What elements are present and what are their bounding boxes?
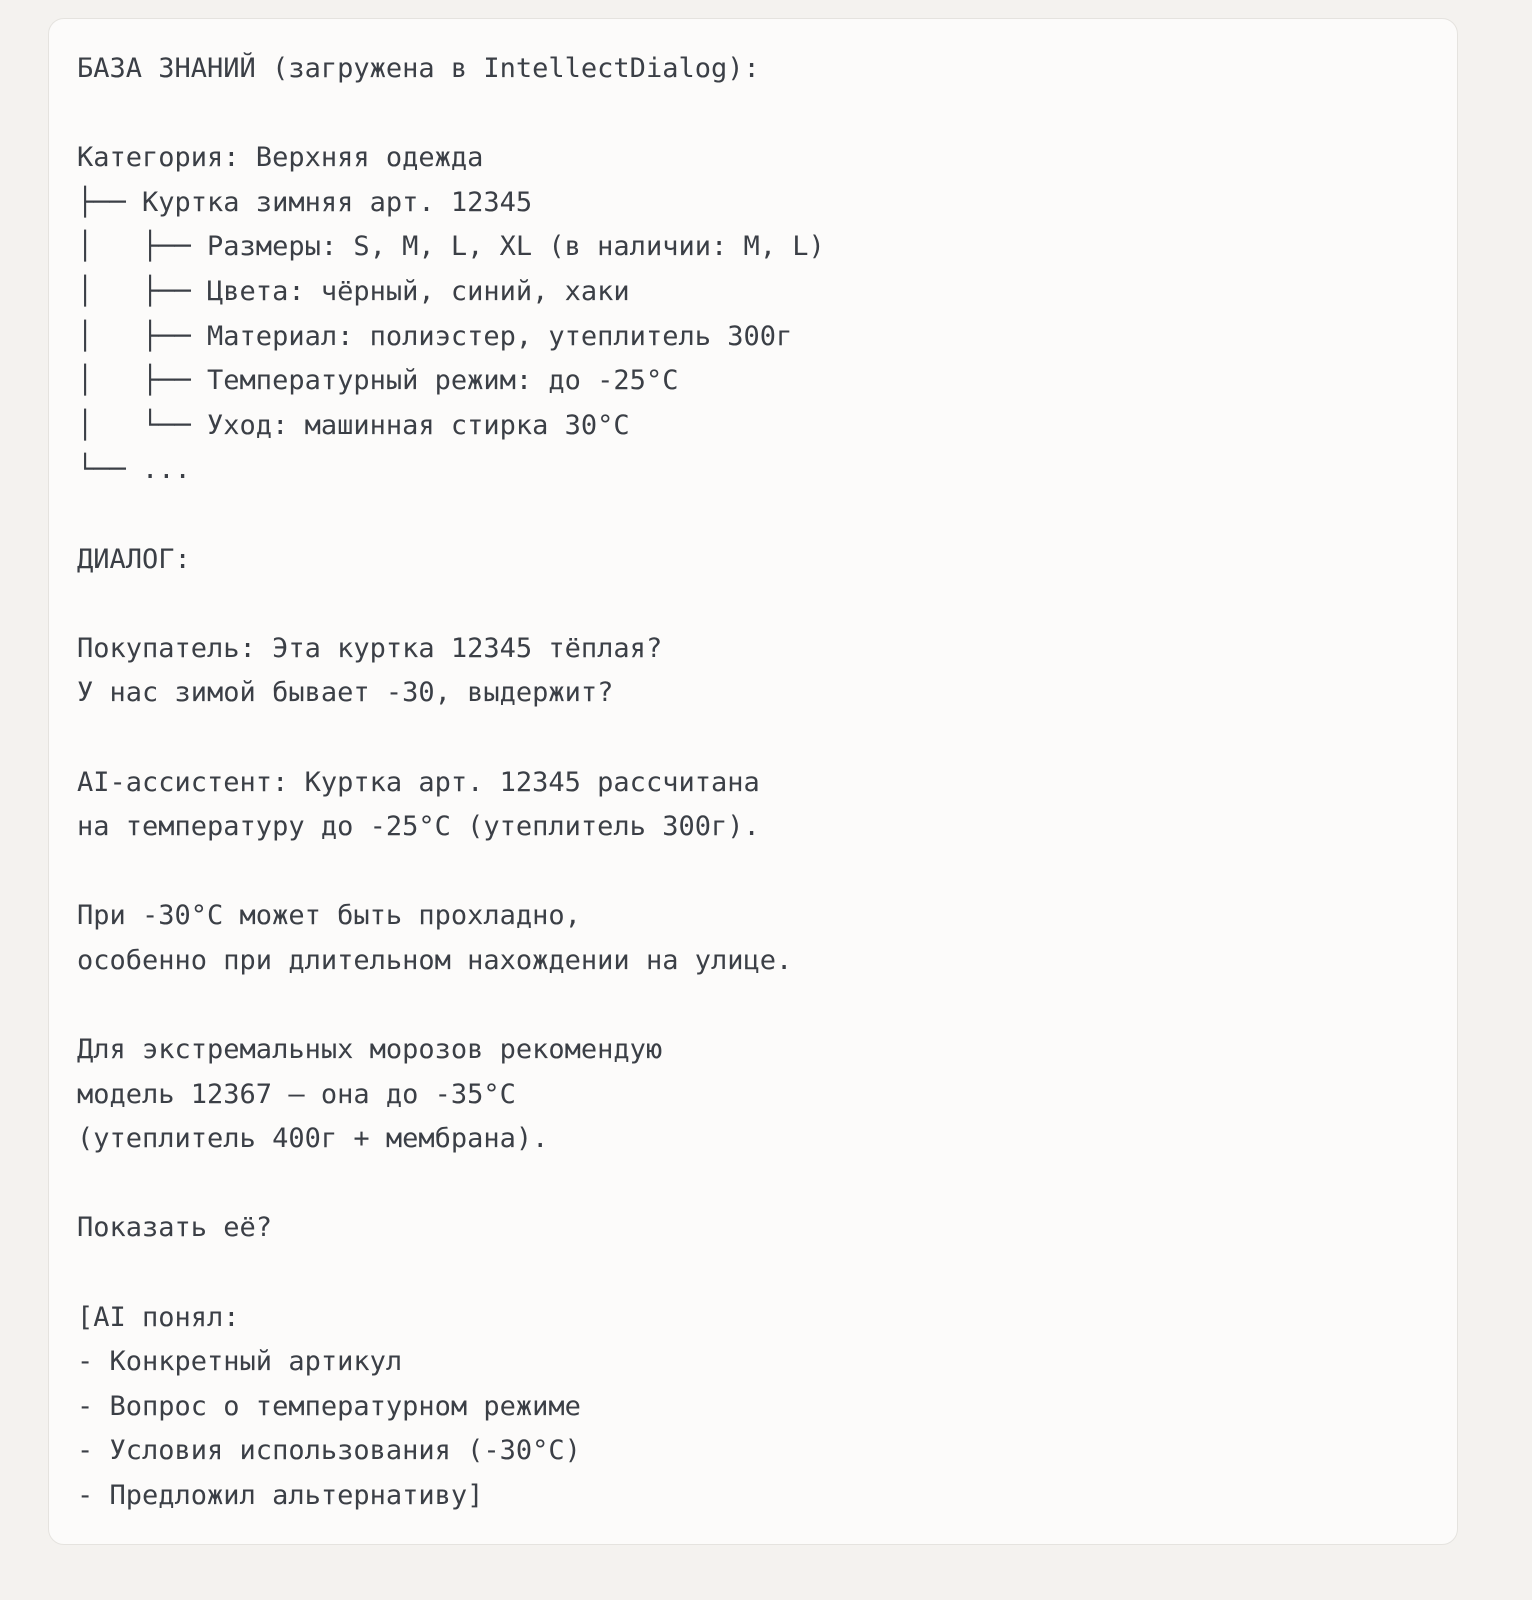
code-line-material: │ ├── Материал: полиэстер, утеплитель 300г [77, 320, 793, 352]
code-line-blank [77, 983, 825, 1028]
code-line-assistant-warning: При -30°C может быть прохладно, [77, 900, 581, 932]
code-line-ai-point: - Предложил альтернативу] [77, 1480, 484, 1511]
code-line-assistant-answer-cont: на температуру до -25°C (утеплитель 300г). [77, 811, 760, 843]
code-line-recommendation-model: модель 12367 — она до -35°C [77, 1078, 516, 1110]
code-line-recommendation: Для экстремальных морозов рекомендую [77, 1034, 663, 1066]
code-line-blank [77, 1162, 825, 1207]
code-line-assistant-warning-cont: особенно при длительном нахождении на улице. [77, 944, 793, 976]
code-line-category: Категория: Верхняя одежда [77, 142, 484, 174]
code-line-ellipsis: └── ... [77, 454, 191, 486]
code-line-customer-question-cont: У нас зимой бывает -30, выдержит? [77, 677, 614, 709]
code-line-recommendation-details: (утеплитель 400г + мембрана). [77, 1123, 549, 1155]
code-line-dialog-header: ДИАЛОГ: [77, 543, 191, 575]
code-line-temperature: │ ├── Температурный режим: до -25°C [77, 365, 679, 397]
code-line-care: │ └── Уход: машинная стирка 30°C [77, 409, 630, 441]
code-line-knowledge-base-header: БАЗА ЗНАНИЙ (загружена в IntellectDialog): [77, 53, 760, 84]
code-line-colors: │ ├── Цвета: чёрный, синий, хаки [77, 275, 630, 307]
code-line-blank [77, 716, 825, 761]
code-line-assistant-answer: AI-ассистент: Куртка арт. 12345 рассчитана [77, 766, 760, 798]
code-line-ai-understood: [AI понял: [77, 1301, 240, 1333]
code-line-blank [77, 582, 825, 627]
code-line-blank [77, 850, 825, 895]
code-line-blank [77, 493, 825, 538]
code-line-ai-point: - Условия использования (-30°C) [77, 1435, 581, 1467]
code-line-offer: Показать её? [77, 1212, 273, 1244]
code-line-blank [77, 92, 825, 137]
code-line-customer-question: Покупатель: Эта куртка 12345 тёплая? [77, 632, 663, 664]
code-line-blank [77, 1251, 825, 1296]
code-line-ai-point: - Конкретный артикул [77, 1346, 403, 1378]
code-line-product: ├── Куртка зимняя арт. 12345 [77, 186, 533, 218]
code-block [48, 18, 1458, 1545]
code-content [77, 47, 825, 1519]
code-line-sizes: │ ├── Размеры: S, M, L, XL (в наличии: M, L) [77, 231, 825, 263]
code-line-ai-point: - Вопрос о температурном режиме [77, 1390, 581, 1422]
